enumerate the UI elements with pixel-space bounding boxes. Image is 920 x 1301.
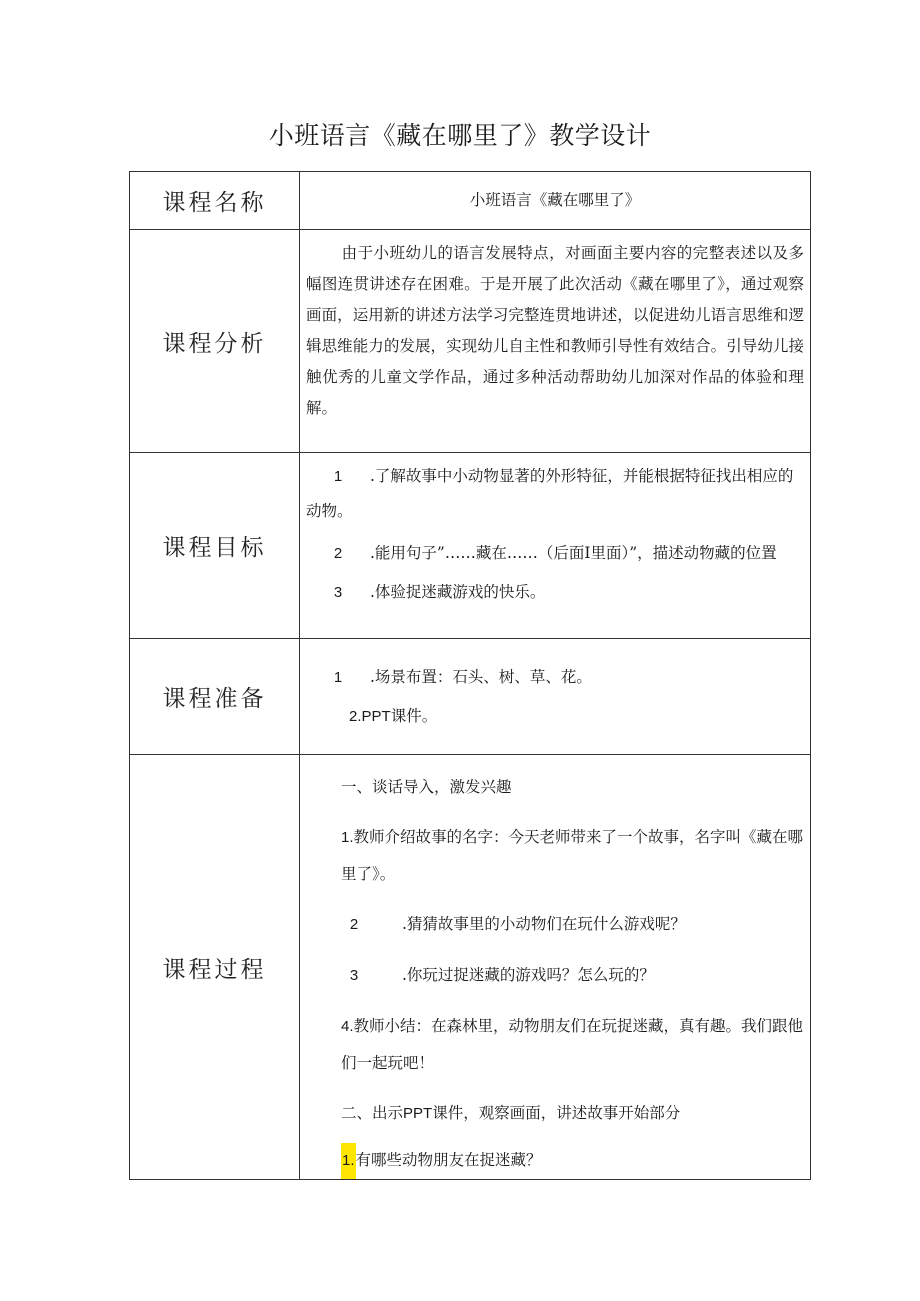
- process-step-3-num: 3: [349, 967, 359, 984]
- process-step-3: [300, 957, 810, 994]
- row-course-process: [130, 755, 811, 1180]
- process-section-2-ppt: PPT: [403, 1105, 433, 1122]
- process-step-1-num: 1.: [341, 829, 354, 846]
- course-name-value: 小班语言《藏在哪里了》: [300, 172, 811, 230]
- prep-item-2: [300, 697, 810, 736]
- goal-text-3: .体验捉迷藏游戏的快乐。: [370, 583, 546, 601]
- process-section-2-suffix: 课件，观察画面，讲述故事开始部分: [432, 1104, 681, 1122]
- goal-item-3: [300, 575, 810, 610]
- process-step-1: [300, 819, 810, 892]
- process-step-4-num: 4.: [341, 1018, 354, 1035]
- prep-text-2: 课件。: [390, 706, 438, 725]
- row-course-analysis: [130, 230, 811, 453]
- goal-item-1: [300, 459, 810, 528]
- process-step-1-text: 教师介绍故事的名字：今天老师带来了一个故事，名字叫《藏在哪里了》。: [341, 828, 804, 883]
- prep-item-1: [300, 658, 810, 697]
- process-section-2-prefix: 二、出示: [341, 1104, 404, 1122]
- goal-item-2: [300, 536, 810, 571]
- process-step-4: [300, 1008, 810, 1081]
- label-course-prep: 课程准备: [130, 639, 300, 755]
- process-question-1-text: 有哪些动物朋友在捉迷藏？: [355, 1151, 542, 1169]
- process-step-2-num: 2: [349, 916, 359, 933]
- goal-text-1: .了解故事中小动物显著的外形特征，并能根据特征找出相应的动物。: [306, 467, 794, 520]
- process-step-2: [300, 906, 810, 943]
- label-course-process: 课程过程: [130, 755, 300, 1180]
- goal-num-2: 2: [333, 545, 343, 562]
- row-course-name: [130, 172, 811, 230]
- process-question-1-num: 1.: [341, 1143, 356, 1179]
- row-course-prep: [130, 639, 811, 755]
- document-title: 小班语言《藏在哪里了》教学设计: [268, 121, 652, 150]
- process-step-2-text: .猜猜故事里的小动物们在玩什么游戏呢？: [402, 915, 686, 933]
- prep-num-1: 1: [333, 668, 343, 686]
- goal-text-2: .能用句子”……藏在……（后面I里面）”，描述动物藏的位置: [370, 544, 777, 562]
- label-course-name: 课程名称: [130, 172, 300, 230]
- process-section-1: 一、谈话导入，激发兴趣: [341, 778, 512, 796]
- label-course-goals: 课程目标: [130, 453, 300, 639]
- process-step-3-text: .你玩过捉迷藏的游戏吗？怎么玩的？: [402, 966, 655, 984]
- lesson-plan-table: [129, 171, 811, 1180]
- label-course-analysis: 课程分析: [130, 230, 300, 453]
- prep-num-2: 2.PPT: [349, 707, 391, 725]
- goal-num-1: 1: [333, 468, 343, 485]
- process-question-1: [300, 1142, 810, 1179]
- goal-num-3: 3: [333, 584, 343, 601]
- analysis-text: 由于小班幼儿的语言发展特点，对画面主要内容的完整表述以及多幅图连贯讲述存在困难。于是开展了此次活动《藏在哪里了》，通过观察画面，运用新的讲述方法学习完整连贯地讲述，以促进幼儿语言思维和逻辑思维能力的发展，实现幼儿自主性和教师引导性有效结合。引导幼儿接触优秀的儿童文学作品，通过多种活动帮助幼儿加深对作品的体验和理解。: [306, 244, 804, 417]
- process-section-2: [300, 1095, 810, 1132]
- process-step-4-text: 教师小结：在森林里，动物朋友们在玩捉迷藏，真有趣。我们跟他们一起玩吧！: [341, 1017, 804, 1072]
- row-course-goals: [130, 453, 811, 639]
- prep-text-1: .场景布置：石头、树、草、花。: [370, 667, 592, 686]
